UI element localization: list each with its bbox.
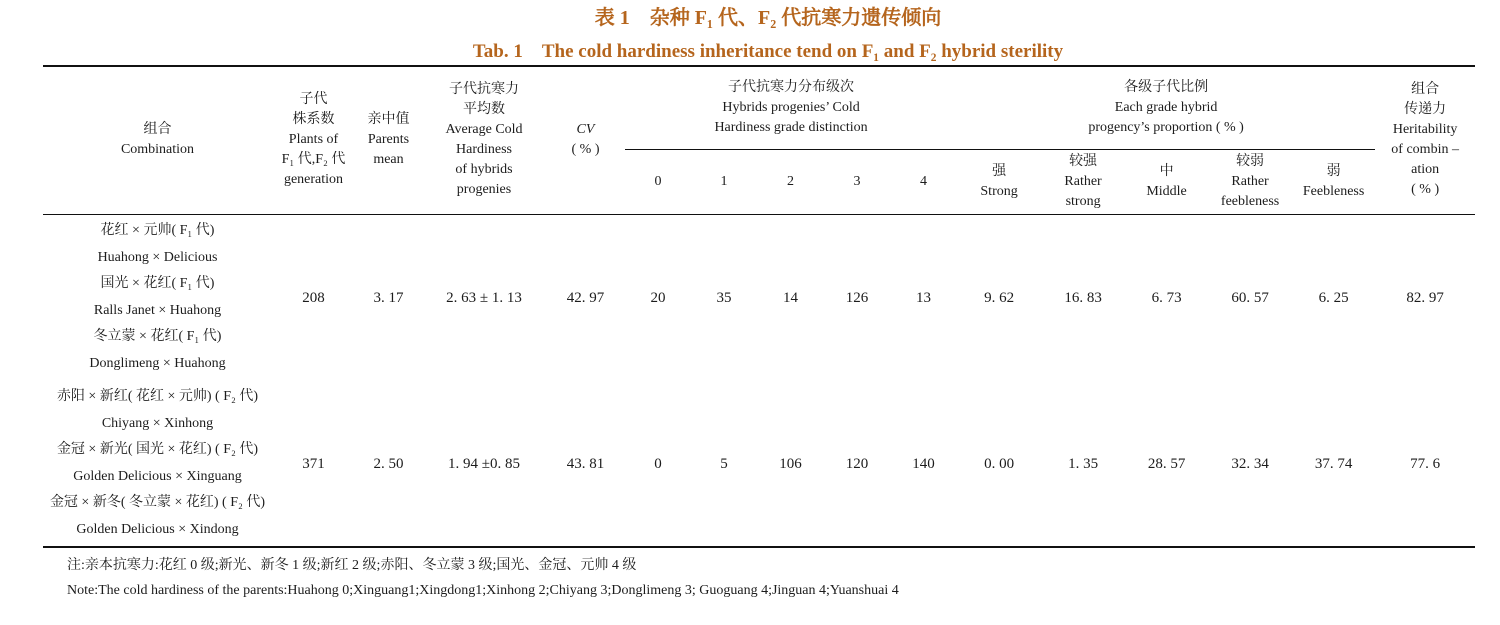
cell-grade-1 <box>691 381 757 547</box>
combination-line: 冬立蒙 × 花红( F₁ 代) <box>93 329 222 345</box>
cell-combinations <box>43 381 272 547</box>
cell-rather-feebleness <box>1208 214 1292 381</box>
cell-value: 371 <box>302 455 325 472</box>
header-line: 各级子代比例 <box>1124 79 1209 95</box>
cell-grade-0 <box>625 214 691 381</box>
header-plants <box>272 66 355 214</box>
cell-value: 2. 63 ± 1. 13 <box>446 289 522 306</box>
cell-feebleness <box>1292 214 1375 381</box>
cell-grade-1 <box>691 214 757 381</box>
cell-value: 77. 6 <box>1410 455 1441 472</box>
cell-value: 20 <box>650 289 666 306</box>
combination-line: Golden Delicious × Xindong <box>76 521 239 537</box>
header-line: 中 <box>1159 163 1174 179</box>
header-line: 子代抗寒力分布级次 <box>728 79 855 95</box>
header-line: Middle <box>1146 183 1187 199</box>
combination-line: Ralls Janet × Huahong <box>93 302 222 318</box>
cell-grade-3 <box>824 214 890 381</box>
header-line: of hybrids <box>455 162 513 178</box>
cell-value: 126 <box>845 289 869 306</box>
table-title-en: Tab. 1 The cold hardiness inheritance tend on F₁ and F₂ hybrid sterility <box>472 41 1064 62</box>
cell-value: 32. 34 <box>1231 455 1269 472</box>
combination-line: Chiyang × Xinhong <box>101 415 214 431</box>
cell-plants <box>272 381 355 547</box>
cell-value: 6. 73 <box>1151 289 1182 306</box>
cell-value: 1. 94 ±0. 85 <box>448 455 520 472</box>
cell-parents-mean <box>355 381 422 547</box>
header-line: Parents <box>367 132 410 148</box>
cell-average <box>422 381 546 547</box>
header-parents-mean <box>355 66 422 214</box>
combination-line: 金冠 × 新冬( 冬立蒙 × 花红) ( F₂ 代) <box>49 495 266 510</box>
header-combination <box>43 66 272 214</box>
combination-line: Donglimeng × Huahong <box>89 355 226 371</box>
cell-middle <box>1125 214 1208 381</box>
table-row <box>43 214 1475 381</box>
cell-grade-4 <box>890 214 957 381</box>
cell-value: 0 <box>654 455 662 472</box>
header-line: F₁ 代,F₂ 代 <box>281 152 346 168</box>
cell-strong <box>957 381 1041 547</box>
header-cv <box>546 66 625 214</box>
header-middle <box>1125 149 1208 214</box>
header-line: 较弱 <box>1236 153 1265 169</box>
header-line: Combination <box>120 142 195 158</box>
cell-grade-4 <box>890 381 957 547</box>
header-rather-strong <box>1041 149 1125 214</box>
header-feebleness <box>1292 149 1375 214</box>
combination-line: Golden Delicious × Xinguang <box>73 468 242 484</box>
cell-grade-0 <box>625 381 691 547</box>
table-note-zh: 注:亲本抗寒力:花红 0 级;新光、新冬 1 级;新红 2 级;赤阳、冬立蒙 3 级;国光、金冠、元帅 4 级 <box>67 558 637 573</box>
cell-parents-mean <box>355 214 422 381</box>
header-line: progency’s proportion ( % ) <box>1088 119 1244 135</box>
header-line: Hardiness <box>456 142 512 158</box>
cell-value: 42. 97 <box>566 289 605 306</box>
hardiness-table <box>43 65 1475 548</box>
header-grade-3 <box>824 149 890 214</box>
combination-line: 国光 × 花红( F₁ 代) <box>100 276 215 292</box>
cell-value: 6. 25 <box>1318 289 1349 306</box>
header-line: Plants of <box>288 132 339 148</box>
header-line: progenies <box>456 182 512 198</box>
header-heritability <box>1375 66 1475 214</box>
cell-grade-3 <box>824 381 890 547</box>
cell-value: 37. 74 <box>1314 455 1353 472</box>
table-row <box>43 381 1475 547</box>
cell-strong <box>957 214 1041 381</box>
cell-value: 120 <box>845 455 869 472</box>
header-proportion-group <box>957 66 1375 149</box>
cell-feebleness <box>1292 381 1375 547</box>
cell-combinations <box>43 214 272 381</box>
cell-value: 2. 50 <box>373 455 404 472</box>
cell-value: 1. 35 <box>1068 455 1099 472</box>
header-line: Each grade hybrid <box>1114 99 1218 115</box>
cell-average <box>422 214 546 381</box>
cell-grade-2 <box>757 214 824 381</box>
table-title-zh: 表 1 杂种 F₁ 代、F₂ 代抗寒力遗传倾向 <box>594 7 942 29</box>
header-line: feebleness <box>1220 193 1280 209</box>
header-grade-1 <box>691 149 757 214</box>
table-note-en: Note:The cold hardiness of the parents:Huahong 0;Xinguang1;Xingdong1;Xinhong 2;Chiyang 3;Donglimeng 3; Guoguang 4;Jinguan 4;Yuanshuai 4 <box>67 583 899 598</box>
cell-value: 208 <box>302 289 325 306</box>
cell-value: 35 <box>716 289 732 306</box>
header-line: Strong <box>980 183 1018 199</box>
cell-value: 43. 81 <box>566 455 605 472</box>
cell-value: 5 <box>720 455 728 472</box>
cell-value: 14 <box>783 289 798 306</box>
combination-line: 花红 × 元帅( F₁ 代) <box>100 223 215 239</box>
cell-rather-strong <box>1041 214 1125 381</box>
header-line: 强 <box>992 163 1007 179</box>
cell-value: 9. 62 <box>984 289 1015 306</box>
header-line: 子代抗寒力 <box>449 82 519 98</box>
cell-value: 0. 00 <box>984 455 1015 472</box>
combination-line: Huahong × Delicious <box>97 249 218 265</box>
header-rather-feebleness <box>1208 149 1292 214</box>
header-line: 较强 <box>1069 153 1098 169</box>
cell-value: 60. 57 <box>1231 289 1269 306</box>
header-line: 弱 <box>1326 163 1341 179</box>
cell-value: 106 <box>779 455 802 472</box>
header-grade-2 <box>757 149 824 214</box>
cell-cv <box>546 381 625 547</box>
header-line: Rather <box>1231 173 1269 189</box>
header-line: ( % ) <box>1411 182 1440 198</box>
header-line: 组合 <box>1411 82 1440 98</box>
cell-value: 3. 17 <box>373 289 404 306</box>
header-line: 1 <box>720 173 728 189</box>
cell-value: 82. 97 <box>1406 289 1444 306</box>
header-strong <box>957 149 1041 214</box>
cell-value: 28. 57 <box>1147 455 1186 472</box>
header-line: 亲中值 <box>367 112 410 128</box>
cell-value: 16. 83 <box>1064 289 1102 306</box>
header-line: strong <box>1065 193 1101 209</box>
cell-grade-2 <box>757 381 824 547</box>
combination-line: 赤阳 × 新红( 花红 × 元帅) ( F₂ 代) <box>56 389 259 404</box>
header-line: of combin – <box>1391 142 1459 158</box>
cell-value: 13 <box>916 289 932 306</box>
header-line: 3 <box>853 173 861 189</box>
header-line: ( % ) <box>571 142 600 158</box>
header-line: 株系数 <box>292 112 335 128</box>
combination-line: 金冠 × 新光( 国光 × 花红) ( F₂ 代) <box>56 442 259 457</box>
header-average <box>422 66 546 214</box>
header-line: Feebleness <box>1302 183 1365 199</box>
cell-rather-strong <box>1041 381 1125 547</box>
header-line: 4 <box>920 173 928 189</box>
header-line: 子代 <box>299 92 328 108</box>
cell-rather-feebleness <box>1208 381 1292 547</box>
header-grade-group <box>625 66 957 149</box>
cell-plants <box>272 214 355 381</box>
header-line: 组合 <box>143 122 172 138</box>
header-line: CV <box>576 122 595 138</box>
cell-cv <box>546 214 625 381</box>
header-row-1 <box>43 66 1475 149</box>
header-line: 传递力 <box>1404 102 1447 118</box>
cell-value: 140 <box>912 455 935 472</box>
header-line: generation <box>283 172 344 188</box>
header-line: 平均数 <box>463 102 505 118</box>
header-line: 2 <box>787 173 794 189</box>
header-line: Average Cold <box>445 122 523 138</box>
cell-heritability <box>1375 381 1475 547</box>
header-grade-4 <box>890 149 957 214</box>
header-line: Hybrids progenies’ Cold <box>722 99 860 115</box>
header-grade-0 <box>625 149 691 214</box>
header-line: 0 <box>654 173 662 189</box>
header-line: Hardiness grade distinction <box>714 119 868 135</box>
cell-middle <box>1125 381 1208 547</box>
header-line: Heritability <box>1392 122 1458 138</box>
header-line: mean <box>373 152 404 168</box>
cell-heritability <box>1375 214 1475 381</box>
header-line: ation <box>1411 162 1440 178</box>
header-line: Rather <box>1064 173 1102 189</box>
